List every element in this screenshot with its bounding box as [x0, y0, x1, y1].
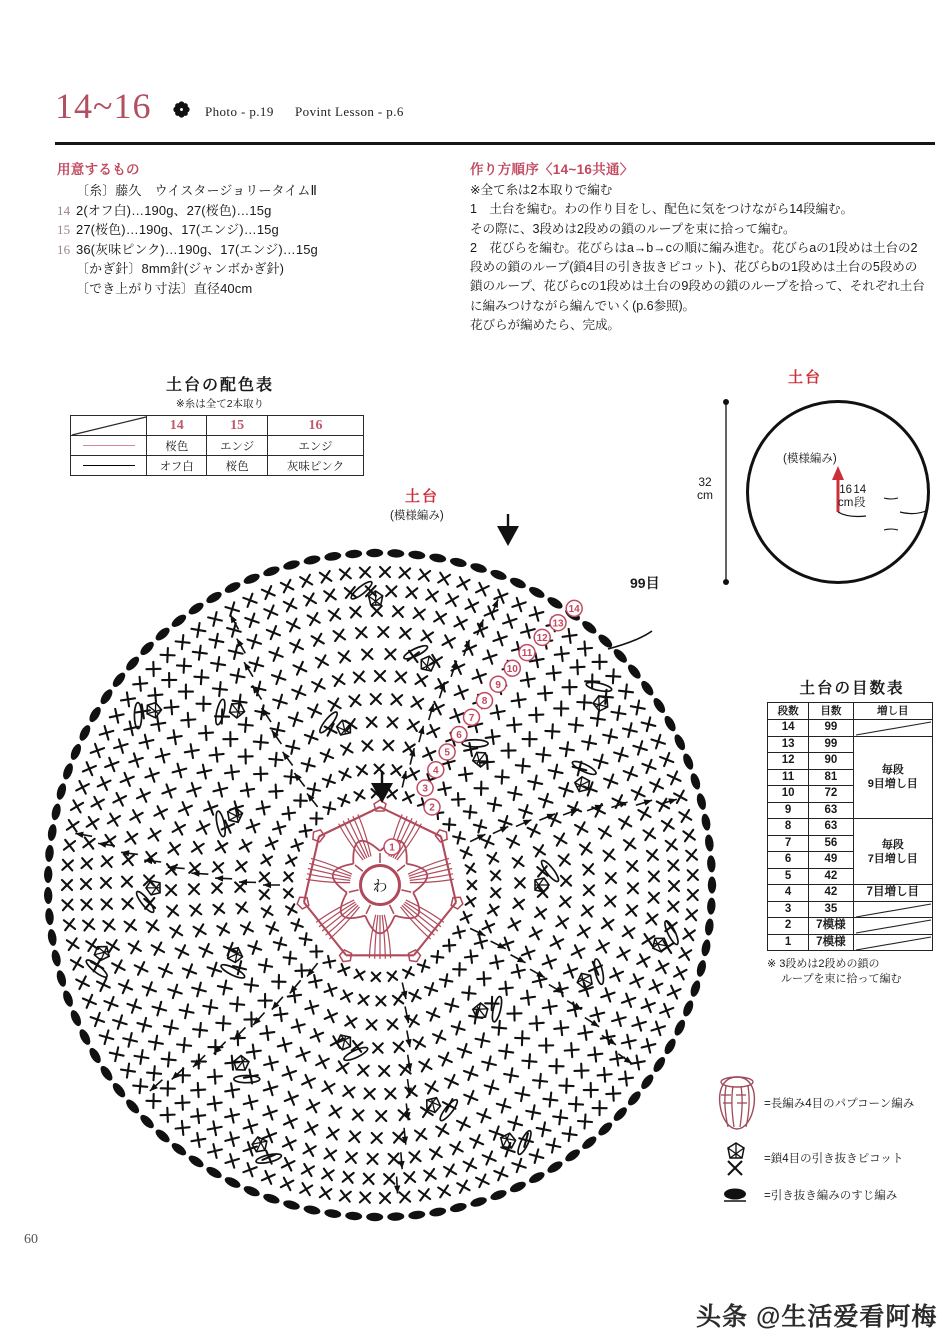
color-column-header: 15: [207, 416, 268, 436]
swatch-pink-line: [71, 436, 147, 456]
procedure-line: 段めの鎖のループ(鎖4目の引き抜きピコット)、花びらbの1段めは土台の5段めの: [470, 260, 918, 275]
color-column-header: 14: [147, 416, 207, 436]
procedure-section: [470, 158, 925, 335]
svg-text:7: 7: [468, 712, 475, 724]
materials-text: 27(桜色)…190g、17(エンジ)…15g: [76, 222, 279, 237]
materials-item: [57, 240, 457, 260]
svg-text:4: 4: [433, 765, 439, 777]
stitch-cell: 42: [809, 868, 853, 885]
materials-heading: 用意するもの: [57, 162, 140, 177]
stitch-cell: 49: [809, 852, 853, 869]
materials-index: 15: [57, 222, 71, 237]
schematic-radius-dimension: [838, 484, 866, 510]
svg-text:9: 9: [495, 679, 501, 691]
round-cell: 12: [768, 753, 809, 770]
increase-group-cell: [853, 819, 932, 885]
rounds-value: 14: [853, 484, 867, 496]
page-header: [55, 86, 905, 147]
radius-value: 16: [839, 484, 853, 496]
color-table: [70, 415, 364, 476]
legend-label: =長編み4目のパプコーン編み: [764, 1098, 915, 1110]
stitch-cell: 7模様: [809, 934, 853, 951]
round-cell: 2: [768, 918, 809, 935]
increase-cell-diagonal: [853, 934, 932, 951]
col-header-increase: 増し目: [853, 703, 932, 720]
procedure-line: 2 花びらを編む。花びらはa→b→cの順に編み進む。花びらaの1段めは土台の2: [470, 240, 918, 255]
slip-ridge-icon: [712, 1186, 764, 1204]
legend-item: [712, 1136, 942, 1180]
table-row: [71, 416, 364, 436]
chart-symbols: [30, 485, 730, 1225]
legend-label: =引き抜き編みのすじ編み: [764, 1190, 898, 1202]
increase-label-line1: 毎段: [881, 764, 904, 777]
increase-cell-diagonal: [853, 918, 932, 935]
svg-text:わ: わ: [372, 878, 388, 895]
page-number: 60: [24, 1232, 38, 1247]
svg-text:1: 1: [389, 842, 395, 854]
materials-index: 16: [57, 241, 71, 257]
materials-item: [57, 259, 457, 279]
crochet-chart-diagram: [30, 485, 730, 1225]
svg-text:10: 10: [506, 663, 518, 675]
col-header-stitches: 目数: [809, 703, 853, 720]
table-row: [768, 720, 933, 737]
table-row: [768, 901, 933, 918]
round-cell: 4: [768, 885, 809, 902]
materials-item: [57, 201, 457, 221]
stitch-cell: 42: [809, 885, 853, 902]
chart-title: 土台: [405, 488, 440, 505]
procedure-line: ※全て糸は2本取りで編む: [470, 183, 613, 197]
stitch-cell: 63: [809, 819, 853, 836]
color-cell: 灰味ピンク: [267, 456, 363, 476]
height-unit: cm: [697, 488, 713, 502]
count-table-note: [767, 957, 937, 987]
note-line-2: ループを束に拾って編む: [781, 973, 902, 985]
table-row: [71, 436, 364, 456]
materials-section: [57, 158, 457, 298]
table-row: [768, 885, 933, 902]
stitch-cell: 63: [809, 802, 853, 819]
legend-item: [712, 1072, 942, 1134]
watermark: 头条 @生活爱看阿梅: [696, 1303, 938, 1331]
round-cell: 9: [768, 802, 809, 819]
count-table-section: [767, 676, 937, 987]
round-cell: 10: [768, 786, 809, 803]
table-row: [768, 934, 933, 951]
round-cell: 3: [768, 901, 809, 918]
svg-text:13: 13: [552, 618, 564, 630]
col-header-round: 段数: [768, 703, 809, 720]
flower-icon: [173, 101, 190, 118]
round-cell: 14: [768, 720, 809, 737]
radius-unit: cm: [838, 497, 854, 509]
round-cell: 1: [768, 934, 809, 951]
materials-text: 〔かぎ針〕8mm針(ジャンボかぎ針): [76, 261, 285, 276]
rounds-unit: 段: [853, 497, 866, 509]
materials-text: 36(灰味ピンク)…190g、17(エンジ)…15g: [76, 241, 318, 257]
stitch-cell: 99: [809, 720, 853, 737]
procedure-line: 花びらが編めたら、完成。: [470, 318, 620, 333]
round-cell: 13: [768, 736, 809, 753]
popcorn-stitch-icon: [712, 1073, 764, 1133]
schematic-title: 土台: [788, 369, 823, 386]
swatch-black-line: [71, 456, 147, 476]
round-cell: 11: [768, 769, 809, 786]
table-row: [768, 819, 933, 836]
color-cell: 桜色: [207, 456, 268, 476]
color-cell: エンジ: [207, 436, 268, 456]
svg-text:11: 11: [521, 648, 533, 660]
table-row: [71, 456, 364, 476]
materials-item: [57, 220, 457, 240]
count-table-title: 土台の目数表: [799, 680, 905, 697]
svg-text:8: 8: [481, 696, 488, 708]
materials-text: 2(オフ白)…190g、27(桜色)…15g: [76, 202, 272, 218]
pattern-number: 14~16: [55, 86, 152, 126]
svg-text:2: 2: [429, 802, 435, 814]
procedure-line: 鎖のループ、花びらcの1段めは土台の9段めの鎖のループを拾って、それぞれ土台: [470, 279, 925, 294]
legend-label: =鎖4目の引き抜きピコット: [764, 1153, 904, 1165]
increase-cell: 7目増し目: [853, 885, 932, 902]
photo-reference: Photo - p.19: [205, 104, 274, 119]
procedure-line: に編みつけながら編んでいく(p.6参照)。: [470, 298, 696, 313]
procedure-line: 1 土台を編む。わの作り目をし、配色に気をつけながら14段編む。: [470, 202, 854, 217]
stitch-cell: 56: [809, 835, 853, 852]
count-table: [767, 702, 933, 951]
materials-item: [57, 279, 457, 299]
increase-cell-diagonal: [853, 720, 932, 737]
increase-label-line2: 7目増し目: [867, 852, 918, 865]
round-cell: 5: [768, 868, 809, 885]
note-line-1: ※ 3段めは2段めの鎖の: [767, 958, 880, 970]
increase-group-cell: [853, 736, 932, 819]
round-cell: 6: [768, 852, 809, 869]
stitch-count-label: 99目: [630, 575, 660, 591]
materials-item: [57, 181, 457, 201]
stitch-cell: 99: [809, 736, 853, 753]
schematic-inner-label: (模様編み): [783, 453, 837, 465]
materials-text: 〔糸〕藤久 ウイスタージョリータイムⅡ: [76, 183, 317, 198]
color-table-section: [70, 372, 370, 476]
svg-text:12: 12: [536, 633, 548, 644]
table-row: [768, 918, 933, 935]
svg-text:3: 3: [422, 783, 428, 795]
color-cell: エンジ: [267, 436, 363, 456]
table-header-row: [768, 703, 933, 720]
color-cell: 桜色: [147, 436, 207, 456]
color-cell: オフ白: [147, 456, 207, 476]
picot-stitch-icon: [712, 1137, 764, 1179]
color-column-header: 16: [267, 416, 363, 436]
table-row: [768, 736, 933, 753]
increase-label-line1: 毎段: [881, 838, 904, 851]
materials-text: 〔でき上がり寸法〕直径40cm: [76, 280, 253, 296]
color-table-subtitle: ※糸は全て2本取り: [175, 398, 265, 410]
legend-section: [712, 1072, 942, 1210]
materials-index: 14: [57, 202, 71, 218]
svg-text:14: 14: [568, 604, 580, 615]
reference-links: [205, 104, 404, 120]
round-cell: 7: [768, 835, 809, 852]
round-cell: 8: [768, 819, 809, 836]
increase-label-line2: 9目増し目: [867, 778, 918, 791]
stitch-cell: 72: [809, 786, 853, 803]
procedure-heading: 作り方順序〈14~16共通〉: [470, 162, 634, 177]
stitch-cell: 90: [809, 753, 853, 770]
svg-text:6: 6: [456, 730, 462, 742]
increase-cell-diagonal: [853, 901, 932, 918]
stitch-cell: 81: [809, 769, 853, 786]
color-table-title: 土台の配色表: [165, 377, 274, 394]
procedure-line: その際に、3段めは2段めの鎖のループを束に拾って編む。: [470, 221, 796, 236]
height-value: 32: [698, 475, 712, 489]
svg-text:5: 5: [444, 747, 450, 759]
diagonal-header-cell: [71, 416, 147, 436]
lesson-reference: Povint Lesson - p.6: [295, 104, 404, 119]
header-divider: [55, 142, 935, 145]
stitch-cell: 35: [809, 901, 853, 918]
chart-subtitle: (模様編み): [390, 510, 444, 522]
legend-item: [712, 1182, 942, 1208]
stitch-cell: 7模様: [809, 918, 853, 935]
